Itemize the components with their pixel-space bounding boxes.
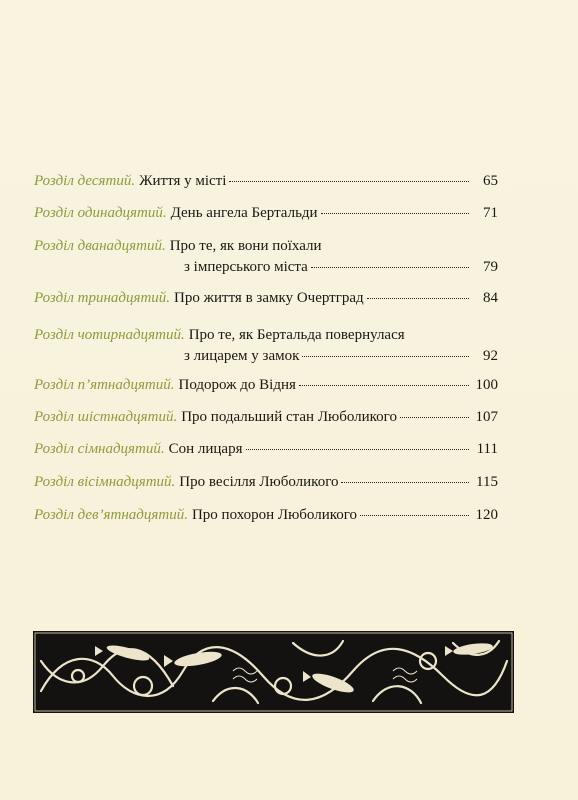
- page-number: 115: [476, 474, 498, 490]
- page-number: 100: [475, 377, 498, 393]
- chapter-title: Про весілля Люболикого: [179, 474, 339, 490]
- toc-entry: [34, 203, 498, 224]
- toc-entry: [34, 375, 498, 396]
- page-number: 65: [483, 173, 498, 189]
- chapter-label: Розділ чотирнадцятий.: [34, 327, 185, 343]
- toc-entry: [34, 407, 498, 428]
- leader-dots: [246, 449, 470, 450]
- page-number: 107: [475, 409, 498, 425]
- chapter-title-continued: з імперського міста: [184, 259, 308, 275]
- leader-dots: [302, 356, 469, 357]
- page-number: 92: [483, 348, 498, 364]
- chapter-label: Розділ шістнадцятий.: [34, 409, 178, 425]
- page-number: 79: [483, 259, 498, 275]
- toc-entry: [34, 325, 498, 367]
- chapter-title: Сон лицаря: [168, 441, 243, 457]
- chapter-title: Про похорон Люболикого: [191, 507, 358, 523]
- toc-entry: [34, 236, 498, 278]
- page-number: 120: [475, 507, 498, 523]
- chapter-label: Розділ тринадцятий.: [34, 290, 171, 306]
- toc-entry: [34, 439, 498, 460]
- chapter-label: Розділ дванадцятий.: [34, 238, 166, 254]
- leader-dots: [311, 267, 469, 268]
- leader-dots: [360, 515, 469, 516]
- chapter-label: Розділ вісімнадцятий.: [34, 474, 176, 490]
- toc-entry: [34, 171, 498, 192]
- chapter-label: Розділ одинадцятий.: [34, 205, 167, 221]
- leader-dots: [229, 181, 469, 182]
- ornamental-fish-border: [33, 631, 514, 713]
- chapter-title: Подорож до Відня: [178, 377, 296, 393]
- leader-dots: [321, 213, 469, 214]
- leader-dots: [299, 385, 469, 386]
- page-number: 71: [483, 205, 498, 221]
- toc-entry: [34, 288, 498, 309]
- chapter-label: Розділ п’ятнадцятий.: [34, 377, 175, 393]
- toc-entry: [34, 505, 498, 526]
- toc-entry: [34, 472, 498, 493]
- chapter-label: Розділ десятий.: [34, 173, 136, 189]
- chapter-label: Розділ сімнадцятий.: [34, 441, 165, 457]
- chapter-title: Життя у місті: [139, 173, 227, 189]
- chapter-title: Про те, як вони поїхали: [169, 238, 322, 254]
- chapter-title: Про те, як Бертальда повернулася: [188, 327, 405, 343]
- chapter-title: Про життя в замку Очертград: [174, 290, 364, 306]
- chapter-title: День ангела Бертальди: [170, 205, 318, 221]
- chapter-title: Про подальший стан Люболикого: [181, 409, 397, 425]
- leader-dots: [341, 482, 469, 483]
- page-number: 111: [476, 441, 498, 457]
- leader-dots: [367, 298, 469, 299]
- chapter-title-continued: з лицарем у замок: [184, 348, 300, 364]
- leader-dots: [400, 417, 469, 418]
- page-number: 84: [483, 290, 498, 306]
- chapter-label: Розділ дев’ятнадцятий.: [34, 507, 188, 523]
